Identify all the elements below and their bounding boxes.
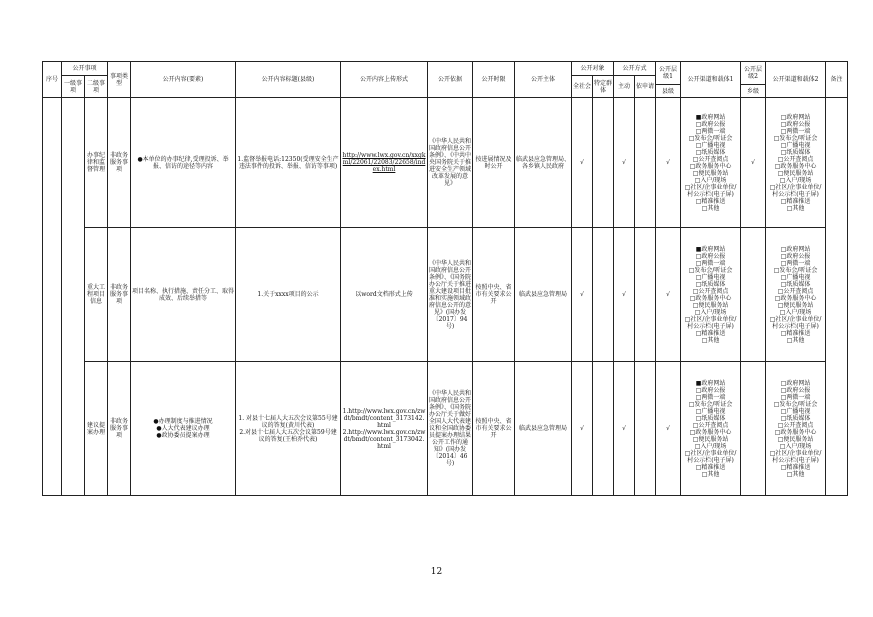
header-type: 事项类型 (108, 62, 131, 98)
time-cell: 按照中央、省市有关要求公开 (473, 228, 515, 362)
active-check: √ (614, 228, 635, 362)
upload-link[interactable]: 1.http://www.lwx.gov.cn/zwdt/bmdt/content_3173142.html 2.http://www.lwx.gov.cn/zwdt/bmdt/content_3173042.html (341, 362, 428, 496)
header-specific-group: 特定群体 (593, 76, 614, 98)
header-town: 乡级 (741, 85, 766, 98)
county-check: √ (656, 98, 681, 228)
active-check: √ (614, 362, 635, 496)
basis-cell: 《中华人民共和国政府信息公开条例》、《国务院办公厅关于推进重大建设项目批准和实施领域政府信息公开的意见》(国办发〔2017〕94号) (428, 228, 473, 362)
table-row (43, 362, 848, 496)
channel-2-list: □政府网站 □政府公报 □两微一端 □发布会/听证会 □广播电视 □纸质媒体 □公开查阅点 □政务服务中心 □便民服务站 □入户/现场 □社区/企事业单位/村公示栏(电子屏) □精准推送 □其他 (766, 362, 826, 496)
header-channel-2: 公开渠道和载体2 (766, 62, 826, 98)
channel-1-list: ■政府网站 □政府公报 □两微一端 □发布会/听证会 □广播电视 □纸质媒体 □公开查阅点 □政务服务中心 □便民服务站 □入户/现场 □社区/企事业单位/村公示栏(电子屏) □精准推送 □其他 (681, 362, 741, 496)
header-channel-1: 公开渠道和载体1 (681, 62, 741, 98)
content-title-cell: 1.监督举报电话:12350(受理安全生产违法事件的投诉、举报、信访等事项) (236, 98, 341, 228)
header-active: 主动 (614, 76, 635, 98)
active-check: √ (614, 98, 635, 228)
level2-cell: 重大工程项目信息 (85, 228, 108, 362)
header-target: 公开对象 (572, 62, 614, 76)
header-apply: 依申请 (635, 76, 656, 98)
header-content: 公开内容(要素) (131, 62, 236, 98)
header-item-group: 公开事项 (62, 62, 108, 76)
channel-2-list: □政府网站 □政府公报 □两微一端 □发布会/听证会 □广播电视 □纸质媒体 □公开查阅点 □政务服务中心 □便民服务站 □入户/现场 □社区/企事业单位/村公示栏(电子屏) □精准推送 □其他 (766, 228, 826, 362)
seq-cell (43, 98, 62, 496)
apply-check (635, 98, 656, 228)
whole-society-check: √ (572, 362, 593, 496)
specific-group-check (593, 228, 614, 362)
remark-cell (826, 98, 848, 496)
county-check: √ (656, 228, 681, 362)
header-county: 县级 (656, 85, 681, 98)
specific-group-check (593, 98, 614, 228)
specific-group-check (593, 362, 614, 496)
header-whole-society: 全社会 (572, 76, 593, 98)
table-row (43, 98, 848, 228)
channel-2-list: □政府网站 □政府公报 □两微一端 □发布会/听证会 □广播电视 □纸质媒体 □公开查阅点 □政务服务中心 □便民服务站 □入户/现场 □社区/企事业单位/村公示栏(电子屏) □精准推送 □其他 (766, 98, 826, 228)
header-level-2: 公开层级2 (741, 62, 766, 85)
type-cell: 非政务服务事项 (108, 98, 131, 228)
time-cell: 按照中央、省市有关要求公开 (473, 362, 515, 496)
apply-check (635, 228, 656, 362)
upload-link[interactable]: http://www.lwx.gov.cn/xxgkml/22061/22083/22658/index.html (341, 98, 428, 228)
town-check (741, 228, 766, 362)
content-title-cell: 1.关于xxxx项目的公示 (236, 228, 341, 362)
header-content-title: 公开内容标题(县级) (236, 62, 341, 98)
content-cell: 项目名称、执行措施、责任分工、取得成效、后续举措等 (131, 228, 236, 362)
type-cell: 非政务服务事项 (108, 228, 131, 362)
level2-cell: 办事纪律和监督管理 (85, 98, 108, 228)
table-row (43, 228, 848, 362)
level2-cell: 建议提案办理 (85, 362, 108, 496)
time-cell: 按进展情况及时公开 (473, 98, 515, 228)
header-basis: 公开依据 (428, 62, 473, 98)
whole-society-check: √ (572, 228, 593, 362)
header-upload-form: 公开内容上传形式 (341, 62, 428, 98)
header-level1: 一级事项 (62, 76, 85, 98)
subject-cell: 临武县应急管理局 (515, 362, 572, 496)
upload-form-cell: 以word文档形式上传 (341, 228, 428, 362)
town-check (741, 362, 766, 496)
level1-cell (62, 98, 85, 496)
content-title-cell: 1. 对县十七届人大五次会议第55号建议的答复(黄川代表) 2.对县十七届人大五次会议第59号建议的答复(王柏乔代表) (236, 362, 341, 496)
content-cell: ●办理制度与推进情况 ●人大代表建议办理 ●政协委员提案办理 (131, 362, 236, 496)
header-seq: 序号 (43, 62, 62, 98)
basis-cell: 《中华人民共和国政府信息公开条例》、《国务院办公厅关于做好全国人大代表建议和全国政协委员提案办理结果公开工作的通知》(国办发〔2014〕46号) (428, 362, 473, 496)
basis-cell: 《中华人民共和国政府信息公开条例》、《中共中央国务院关于推进安全生产领域改革发展的意见》 (428, 98, 473, 228)
channel-1-list: ■政府网站 □政府公报 □两微一端 □发布会/听证会 □广播电视 □纸质媒体 □公开查阅点 □政务服务中心 □便民服务站 □入户/现场 □社区/企事业单位/村公示栏(电子屏) □精准推送 □其他 (681, 98, 741, 228)
whole-society-check: √ (572, 98, 593, 228)
header-method: 公开方式 (614, 62, 656, 76)
town-check: √ (741, 98, 766, 228)
page-number: 12 (430, 567, 443, 577)
header-level-1: 公开层级1 (656, 62, 681, 85)
header-remark: 备注 (826, 62, 848, 98)
apply-check (635, 362, 656, 496)
channel-1-list: ■政府网站 □政府公报 □两微一端 □发布会/听证会 □广播电视 □纸质媒体 □公开查阅点 □政务服务中心 □便民服务站 □入户/现场 □社区/企事业单位/村公示栏(电子屏) □精准推送 □其他 (681, 228, 741, 362)
disclosure-table (42, 61, 848, 496)
subject-cell: 临武县应急管理局、各乡镇人民政府 (515, 98, 572, 228)
header-subject: 公开主体 (515, 62, 572, 98)
header-time: 公开时限 (473, 62, 515, 98)
type-cell: 非政务服务事项 (108, 362, 131, 496)
subject-cell: 临武县应急管理局 (515, 228, 572, 362)
header-level2: 二级事项 (85, 76, 108, 98)
county-check: √ (656, 362, 681, 496)
content-cell: ●本单位的办事纪律,受理投诉、举报、信访的途径等内容 (131, 98, 236, 228)
